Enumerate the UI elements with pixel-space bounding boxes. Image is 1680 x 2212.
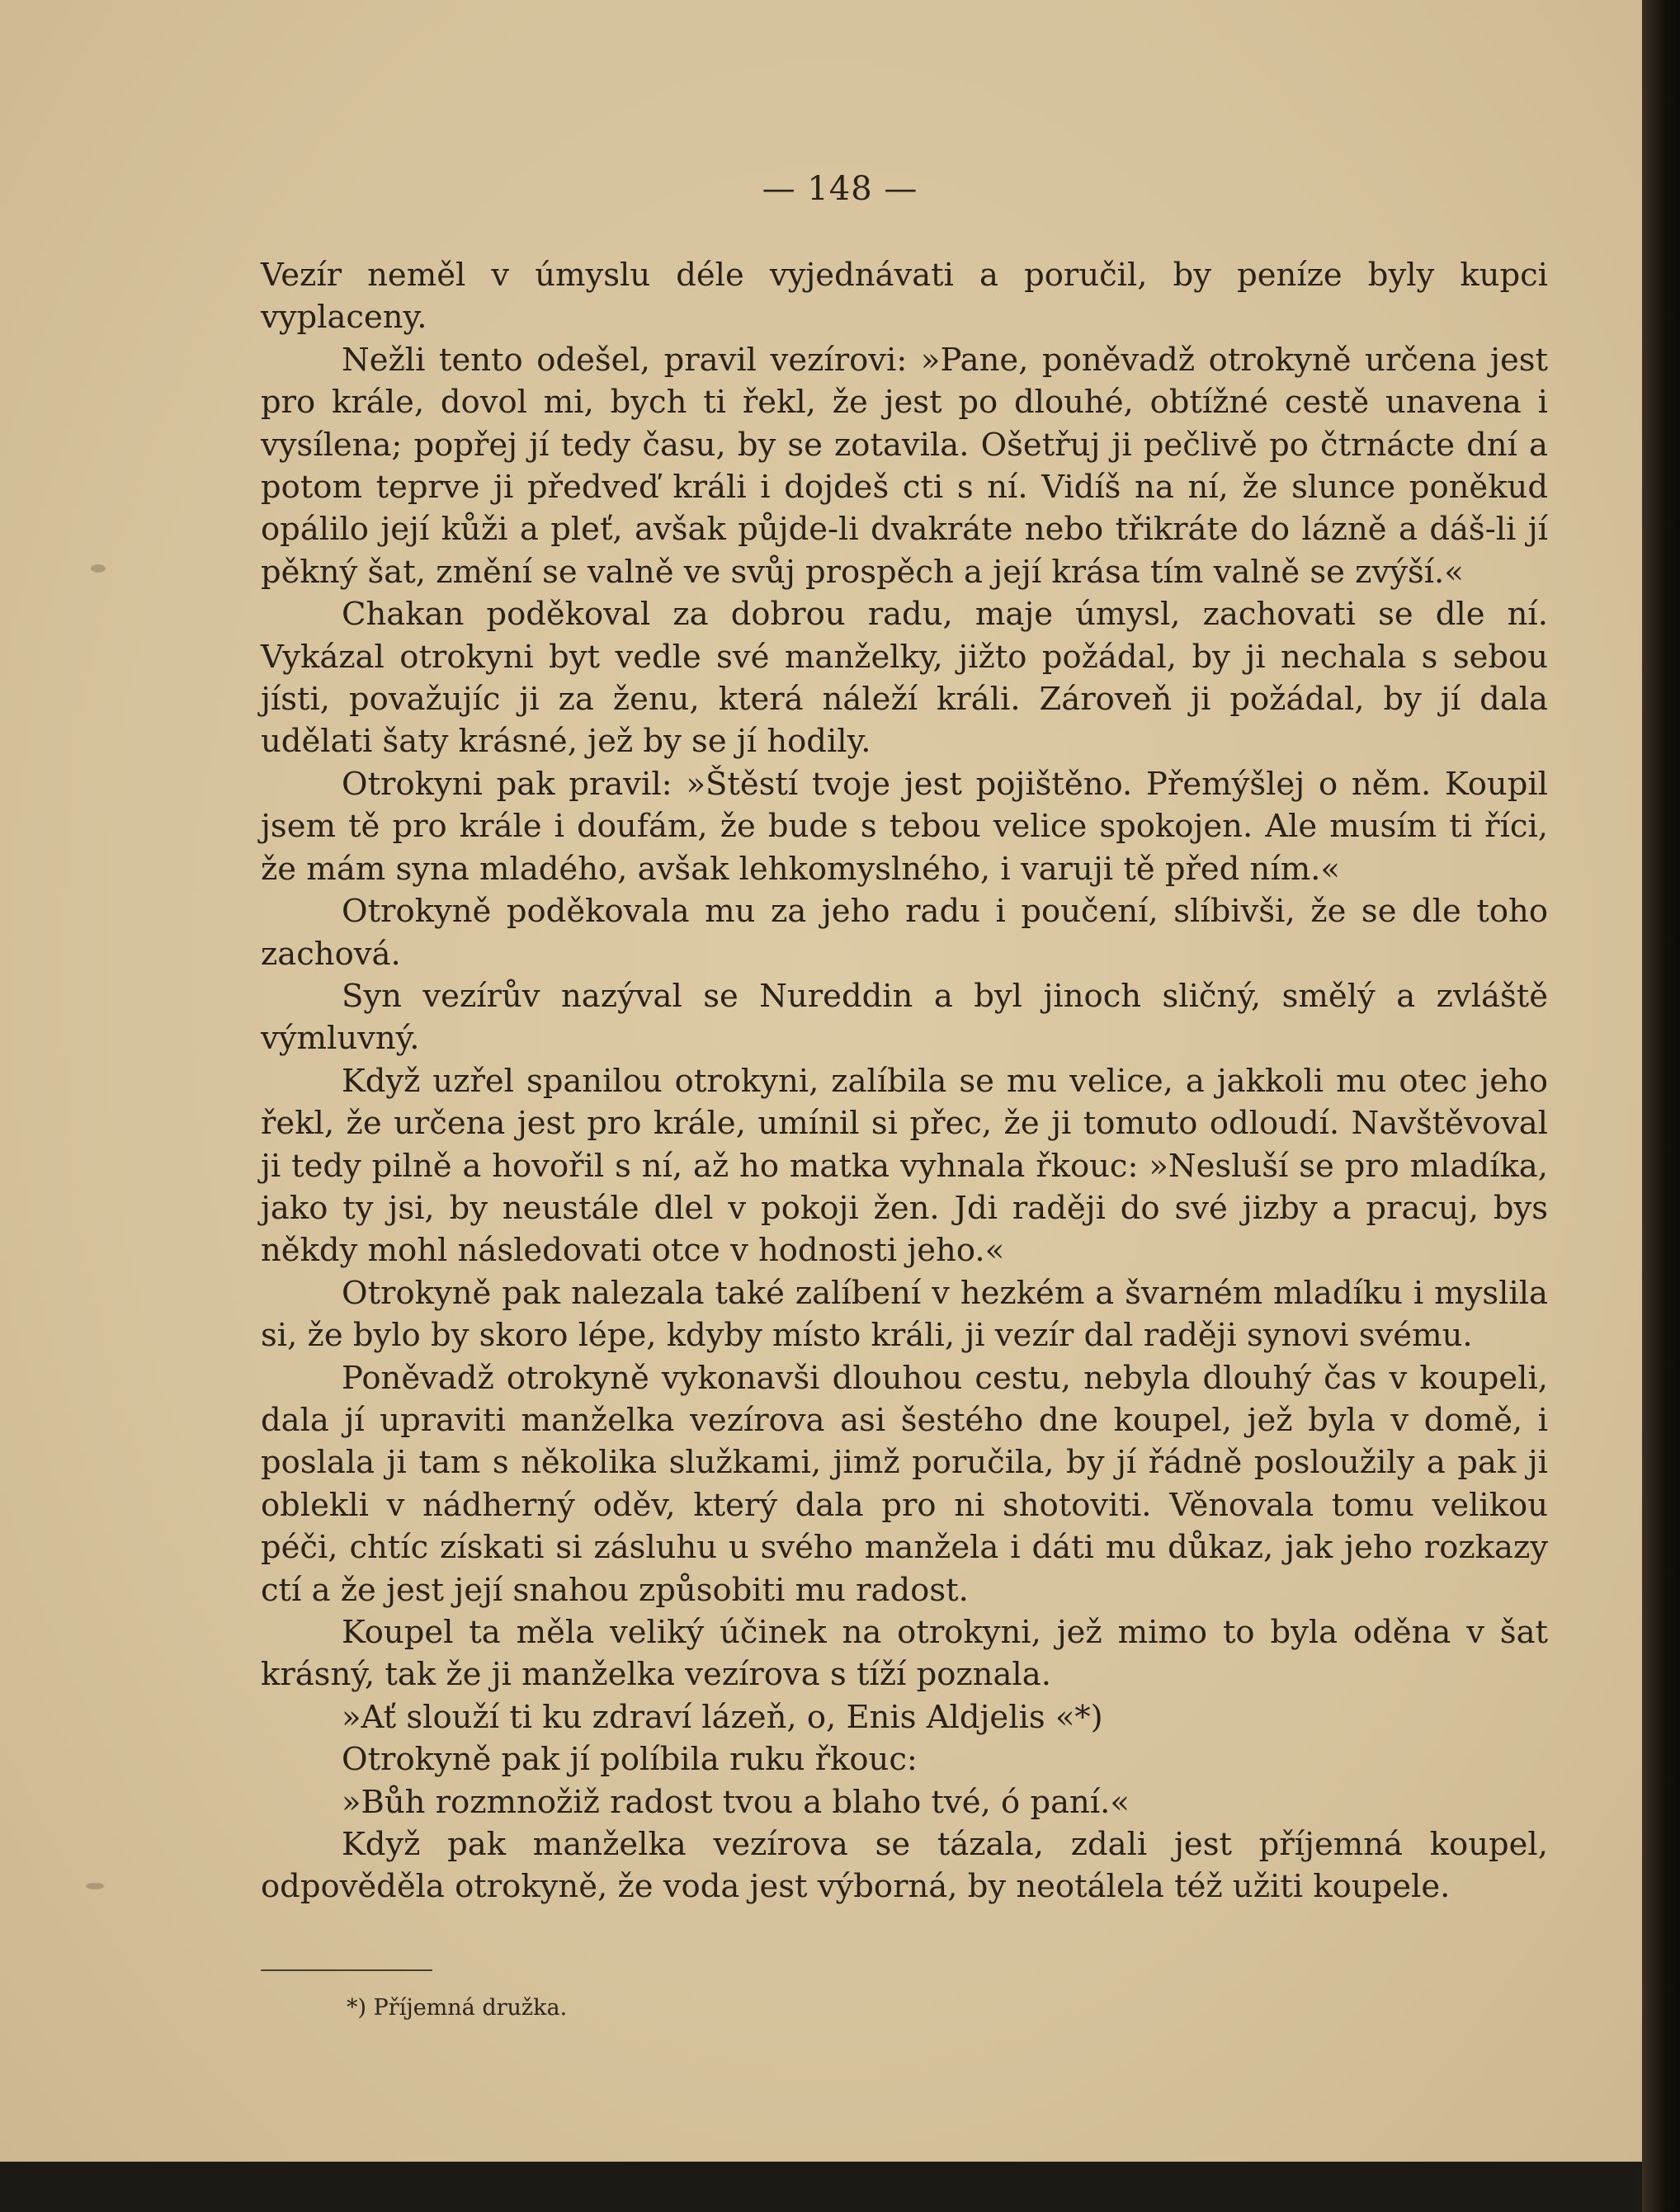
paragraph: Syn vezírův nazýval se Nureddin a byl jinoch sličný, smělý a zvláště výmluvný. xyxy=(261,977,1548,1058)
paragraph: Když uzřel spanilou otrokyni, zalíbila se mu velice, a jakkoli mu otec jeho řekl, že určena jest pro krále, umínil si přec, že ji tomuto odloudí. Navštěvoval ji tedy pilně a hovořil s ní, až ho matka vyhnala řkouc: »Nesluší se pro mladíka, jako ty jsi, by neustále dlel v pokoji žen. Jdi raději do své jizby a pracuj, bys někdy mohl následovati otce v hodnosti jeho.« xyxy=(261,1062,1548,1270)
paragraph: Nežli tento odešel, pravil vezírovi: »Pane, poněvadž otrokyně určena jest pro krále, dovol mi, bych ti řekl, že jest po dlouhé, obtížné cestě unavena i vysílena; popřej jí tedy času, by se zotavila. Ošetřuj ji pečlivě po čtrnácte dní a potom teprve ji předveď králi i dojdeš cti s ní. Vidíš na ní, že slunce poněkud opálilo její kůži a pleť, avšak půjde-li dvakráte nebo třikráte do lázně a dáš-li jí pěkný šat, změní se valně ve svůj prospěch a její krása tím valně se zvýší.« xyxy=(261,341,1548,591)
paragraph: Vezír neměl v úmyslu déle vyjednávati a poručil, by peníze byly kupci vyplaceny. xyxy=(261,257,1548,337)
body-text xyxy=(261,254,1548,1908)
paragraph: Otrokyně pak jí políbila ruku řkouc: xyxy=(342,1741,918,1779)
paragraph: Otrokyně pak nalezala také zalíbení v hezkém a švarném mladíku i myslila si, že bylo by skoro lépe, kdyby místo králi, ji vezír dal raději synovi svému. xyxy=(261,1274,1548,1355)
paragraph: Otrokyně poděkovala mu za jeho radu i poučení, slíbivši, že se dle toho zachová. xyxy=(261,893,1548,973)
paragraph: »Bůh rozmnožiž radost tvou a blaho tvé, ó paní.« xyxy=(342,1783,1130,1821)
footnote: *) Příjemná družka. xyxy=(347,1995,568,2021)
paragraph: Poněvadž otrokyně vykonavši dlouhou cestu, nebyla dlouhý čas v koupeli, dala jí upraviti manželka vezírova asi šestého dne koupel, jež byla v domě, i poslala ji tam s několika služkami, jimž poručila, by jí řádně posloužily a pak ji oblekli v nádherný oděv, který dala pro ni shotoviti. Věnovala tomu velikou péči, chtíc získati si zásluhu u svého manžela i dáti mu důkaz, jak jeho rozkazy ctí a že jest její snahou způsobiti mu radost. xyxy=(261,1359,1548,1609)
paragraph: Chakan poděkoval za dobrou radu, maje úmysl, zachovati se dle ní. Vykázal otrokyni byt vedle své manželky, jižto požádal, by ji nechala s sebou jísti, považujíc ji za ženu, která náleží králi. Zároveň ji požádal, by jí dala udělati šaty krásné, jež by se jí hodily. xyxy=(261,596,1548,761)
book-spine-shadow xyxy=(1642,0,1680,2212)
paragraph: Když pak manželka vezírova se tázala, zdali jest příjemná koupel, odpověděla otrokyně, že voda jest výborná, by neotálela též užiti koupele. xyxy=(261,1826,1548,1906)
paper-speck xyxy=(86,1883,104,1889)
paragraph: Otrokyni pak pravil: »Štěstí tvoje jest pojištěno. Přemýšlej o něm. Koupil jsem tě pro krále i doufám, že bude s tebou velice spokojen. Ale musím ti říci, že mám syna mladého, avšak lehkomyslného, i varuji tě před ním.« xyxy=(261,765,1548,888)
paragraph: »Ať slouží ti ku zdraví lázeň, o, Enis Aldjelis «*) xyxy=(342,1698,1103,1736)
page-number: — 148 — xyxy=(762,170,918,208)
paragraph: Koupel ta měla veliký účinek na otrokyni, jež mimo to byla oděna v šat krásný, tak že ji manželka vezírova s tíží poznala. xyxy=(261,1614,1548,1694)
footnote-divider xyxy=(261,1969,432,1971)
paper-speck xyxy=(91,564,106,573)
